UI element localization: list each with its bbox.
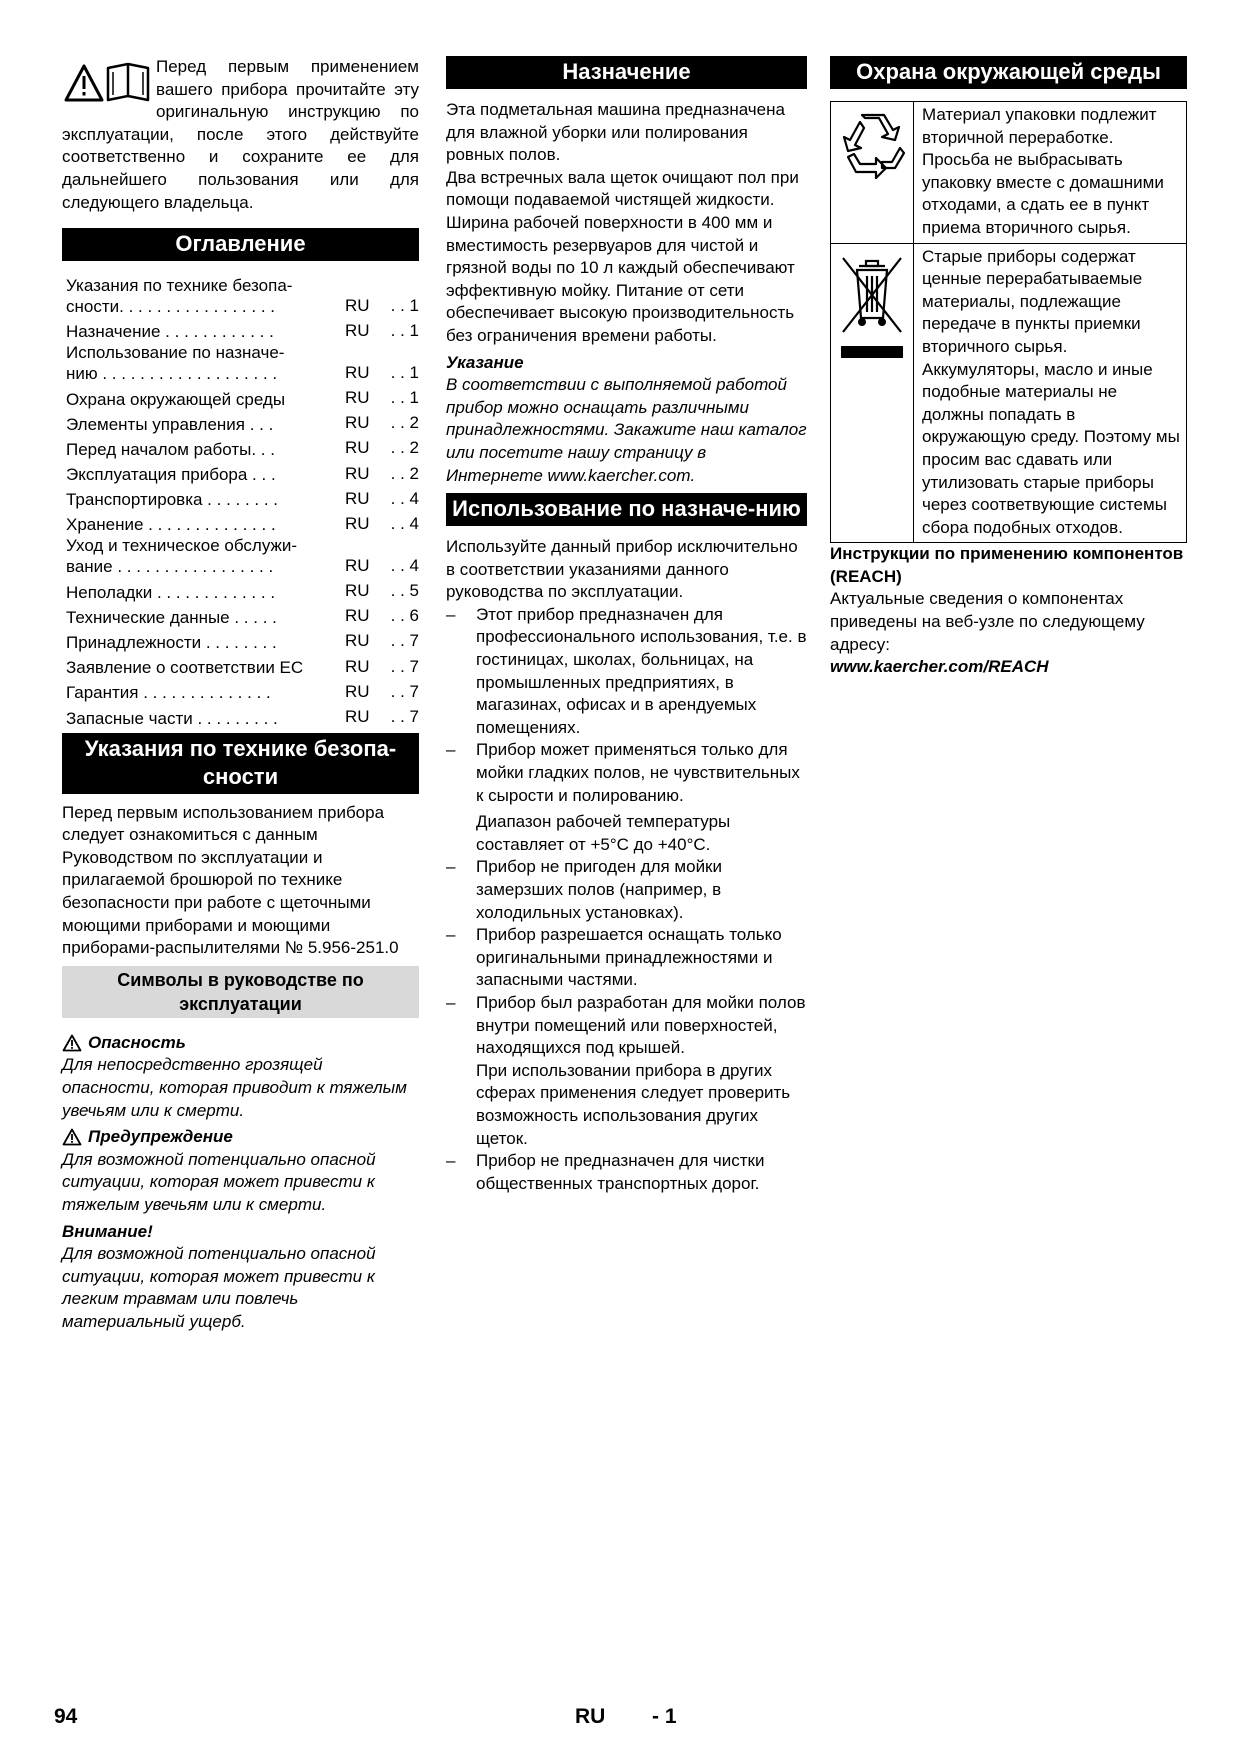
toc-row[interactable] (66, 653, 419, 678)
toc-title: Эксплуатация прибора . . . (66, 465, 276, 485)
warning-label: Предупреждение (88, 1127, 233, 1147)
toc-page: . . 1 (390, 295, 419, 315)
environment-table (830, 101, 1187, 543)
toc-page: . . 5 (390, 581, 419, 601)
safety-text: Перед первым использованием прибора следует ознакомиться с данным Руководством по эксплуатации и прилагаемой брошюрой по технике безопасности при работе с щеточными моющими приборами и моющими приборами-распылителями № 5.956-251.0 (62, 802, 399, 958)
temp-text: Диапазон рабочей температуры составляет от +5°C до +40°C. (476, 812, 731, 854)
toc-page: . . 7 (390, 631, 419, 651)
toc-lang: RU (345, 362, 370, 382)
list-item: – Прибор не предназначен для чистки общественных транспортных дорог. (446, 1150, 807, 1195)
toc-page: . . 7 (390, 707, 419, 726)
toc-page: . . 2 (390, 413, 419, 433)
toc-row[interactable] (66, 460, 419, 485)
toc-title: Указания по технике безопа- сности. . . . . . . . . . . . . . . . . (66, 276, 293, 317)
toc-title: Заявление о соответствии ЕС (66, 658, 304, 678)
toc-page: . . 7 (390, 656, 419, 676)
toc-row[interactable] (66, 603, 419, 628)
reach-heading: Инструкции по применению компонентов (REACH) (830, 544, 1184, 586)
toc-title: Перед началом работы. . . (66, 439, 275, 459)
purpose-p2: Два встречных вала щеток очищают пол при помощи подаваемой чистящей жидкости. Ширина рабочей поверхности в 400 мм и вместимость резервуаров для чистой и грязной воды по 10 л каждый обеспечивают эффективную мойку. Питание от сети обеспечивает высокую производительность без ограничения времени работы. (446, 167, 799, 345)
list-item-text: Прибор может применяться только для мойки гладких полов, не чувствительных к сырости и полированию. (476, 740, 800, 805)
warning-book-icon (62, 58, 152, 104)
toc-title: Неполадки . . . . . . . . . . . . . (66, 582, 276, 602)
toc-row[interactable] (66, 703, 419, 728)
toc-lang: RU (345, 387, 370, 407)
recycling-icon-cell (831, 102, 914, 244)
toc-title: Использование по назначе- нию . . . . . . . . . . . . . . . . . . . (66, 343, 285, 384)
toc-row[interactable] (66, 628, 419, 653)
toc-row[interactable] (66, 678, 419, 703)
toc-page: . . 4 (390, 513, 419, 533)
toc-page: . . 4 (390, 555, 419, 575)
weee-icon-cell (831, 243, 914, 543)
warning-triangle-icon (62, 1034, 82, 1052)
symbols-heading: Символы в руководстве по эксплуатации (62, 966, 419, 1018)
warning-label-line (62, 1126, 419, 1149)
recycling-icon (838, 110, 906, 180)
list-item: – Прибор разрешается оснащать только оригинальными принадлежностями и запасными частями. (446, 924, 807, 992)
safety-heading: Указания по технике безопа-сности (62, 733, 419, 794)
toc-row[interactable] (66, 577, 419, 602)
toc-lang: RU (345, 413, 370, 433)
recycling-text: Материал упаковки подлежит вторичной переработке. Просьба не выбрасывать упаковку вместе с домашними отходами, а сдать ее в пункт приема вторичного сырья. (914, 102, 1187, 244)
list-item: – Этот прибор предназначен для профессионального использования, т.е. в гостиницах, школах, больницах, на промышленных предприятиях, в магазинах, офисах и в арендуемых помещениях. (446, 604, 807, 740)
toc-lang: RU (345, 606, 370, 626)
toc-lang: RU (345, 555, 370, 575)
toc-lang: RU (345, 463, 370, 483)
toc-row[interactable] (66, 342, 419, 384)
toc-lang: RU (345, 438, 370, 458)
toc-row[interactable] (66, 510, 419, 535)
toc-lang: RU (345, 631, 370, 651)
list-item-text: Прибор был разработан для мойки полов внутри помещений или поверхностей, находящихся под крышей. (476, 992, 806, 1058)
toc-lang: RU (345, 681, 370, 701)
warning-text: Для возможной потенциально опасной ситуации, которая может привести к тяжелым увечьям или к смерти. (62, 1149, 376, 1214)
toc-title: Хранение . . . . . . . . . . . . . . (66, 515, 276, 535)
other-areas-text: При использовании прибора в других сферах применения следует проверить возможность использования других щеток. (476, 1060, 791, 1148)
list-item: – Прибор не пригоден для мойки замерзших полов (например, в холодильных установках). (446, 856, 807, 924)
intended-use-intro: Используйте данный прибор исключительно в соответствии указаниями данного руководства по эксплуатации. (446, 537, 798, 602)
toc-page: . . 1 (390, 362, 419, 382)
toc-title: Принадлежности . . . . . . . . (66, 633, 277, 653)
toc-title: Уход и техническое обслужи- вание . . . . . . . . . . . . . . . . . (66, 536, 298, 577)
reach-url[interactable]: www.kaercher.com/REACH (830, 657, 1049, 677)
toc-row[interactable] (66, 384, 419, 409)
column-right (830, 56, 1187, 679)
toc-title: Охрана окружающей среды (66, 389, 286, 409)
toc-row[interactable] (66, 485, 419, 510)
toc-row[interactable] (66, 435, 419, 460)
toc-title: Назначение . . . . . . . . . . . . (66, 322, 274, 342)
purpose-p1: Эта подметальная машина предназначена для влажной уборки или полирования ровных полов. (446, 100, 785, 165)
table-row (831, 102, 1187, 244)
toc-page: . . 6 (390, 606, 419, 626)
intended-use-list (446, 604, 807, 1195)
caution-label: Внимание! (62, 1221, 153, 1241)
toc-lang: RU (345, 488, 370, 508)
footer-lang: RU (575, 1705, 606, 1728)
weee-text: Старые приборы содержат ценные перерабатываемые материалы, подлежащие передаче в пункты приемки вторичного сырья. Аккумуляторы, масло и иные подобные материалы не должны попадать в окружающую среду. Поэтому мы просим вас сдавать или утилизовать старые приборы через соответвующие системы сбора подобных отходов. (914, 243, 1187, 543)
toc-lang: RU (345, 581, 370, 601)
toc-row[interactable] (66, 535, 419, 577)
crossed-out-bin-icon (837, 252, 907, 360)
toc-lang: RU (345, 656, 370, 676)
intended-use-heading: Использование по назначе-нию (446, 493, 807, 526)
warning-triangle-icon (62, 1128, 82, 1146)
toc-row[interactable] (66, 410, 419, 435)
reach-text: Актуальные сведения о компонентах приведены на веб-узле по следующему адресу: (830, 589, 1145, 654)
list-item (446, 739, 807, 856)
table-of-contents (62, 275, 419, 728)
environment-heading: Охрана окружающей среды (830, 56, 1187, 89)
toc-title: Транспортировка . . . . . . . . (66, 490, 279, 510)
column-middle (446, 56, 807, 1195)
toc-page: . . 4 (390, 488, 419, 508)
toc-row[interactable] (66, 317, 419, 342)
list-item (446, 992, 807, 1150)
toc-lang: RU (345, 320, 370, 340)
intro-block (62, 56, 419, 214)
footer-section-page: - 1 (652, 1705, 677, 1728)
toc-lang: RU (345, 295, 370, 315)
toc-page: . . 1 (390, 387, 419, 407)
toc-page: . . 2 (390, 463, 419, 483)
caution-text: Для возможной потенциально опасной ситуации, которая может привести к легким травмам или повлечь материальный ущерб. (62, 1244, 376, 1331)
purpose-heading: Назначение (446, 56, 807, 89)
toc-page: . . 7 (390, 681, 419, 701)
danger-label-line (62, 1032, 419, 1055)
table-row (831, 243, 1187, 543)
toc-page: . . 2 (390, 438, 419, 458)
toc-heading: Оглавление (62, 228, 419, 261)
danger-text: Для непосредственно грозящей опасности, которая приводит к тяжелым увечьям или к смерти. (62, 1055, 407, 1120)
note-label: Указание (446, 352, 524, 372)
toc-lang: RU (345, 707, 370, 726)
toc-lang: RU (345, 513, 370, 533)
toc-row[interactable] (66, 275, 419, 317)
toc-title: Запасные части . . . . . . . . . (66, 708, 278, 728)
toc-title: Технические данные . . . . . (66, 607, 277, 627)
note-text: В соответствии с выполняемой работой прибор можно оснащать различными принадлежностями. Закажите наш каталог или посетите нашу страницу в Интернете www.kaercher.com. (446, 375, 807, 485)
intro-text: Перед первым применением вашего прибора прочитайте эту оригинальную инструкцию по эксплуатации, после этого действуйте соответственно и сохраните ее для дальнейшего пользования или для следующего владельца. (62, 57, 419, 212)
toc-title: Гарантия . . . . . . . . . . . . . . (66, 683, 271, 703)
toc-title: Элементы управления . . . (66, 414, 274, 434)
danger-label: Опасность (88, 1032, 186, 1052)
column-left (62, 56, 419, 1333)
toc-page: . . 1 (390, 320, 419, 340)
page-number: 94 (54, 1705, 78, 1728)
